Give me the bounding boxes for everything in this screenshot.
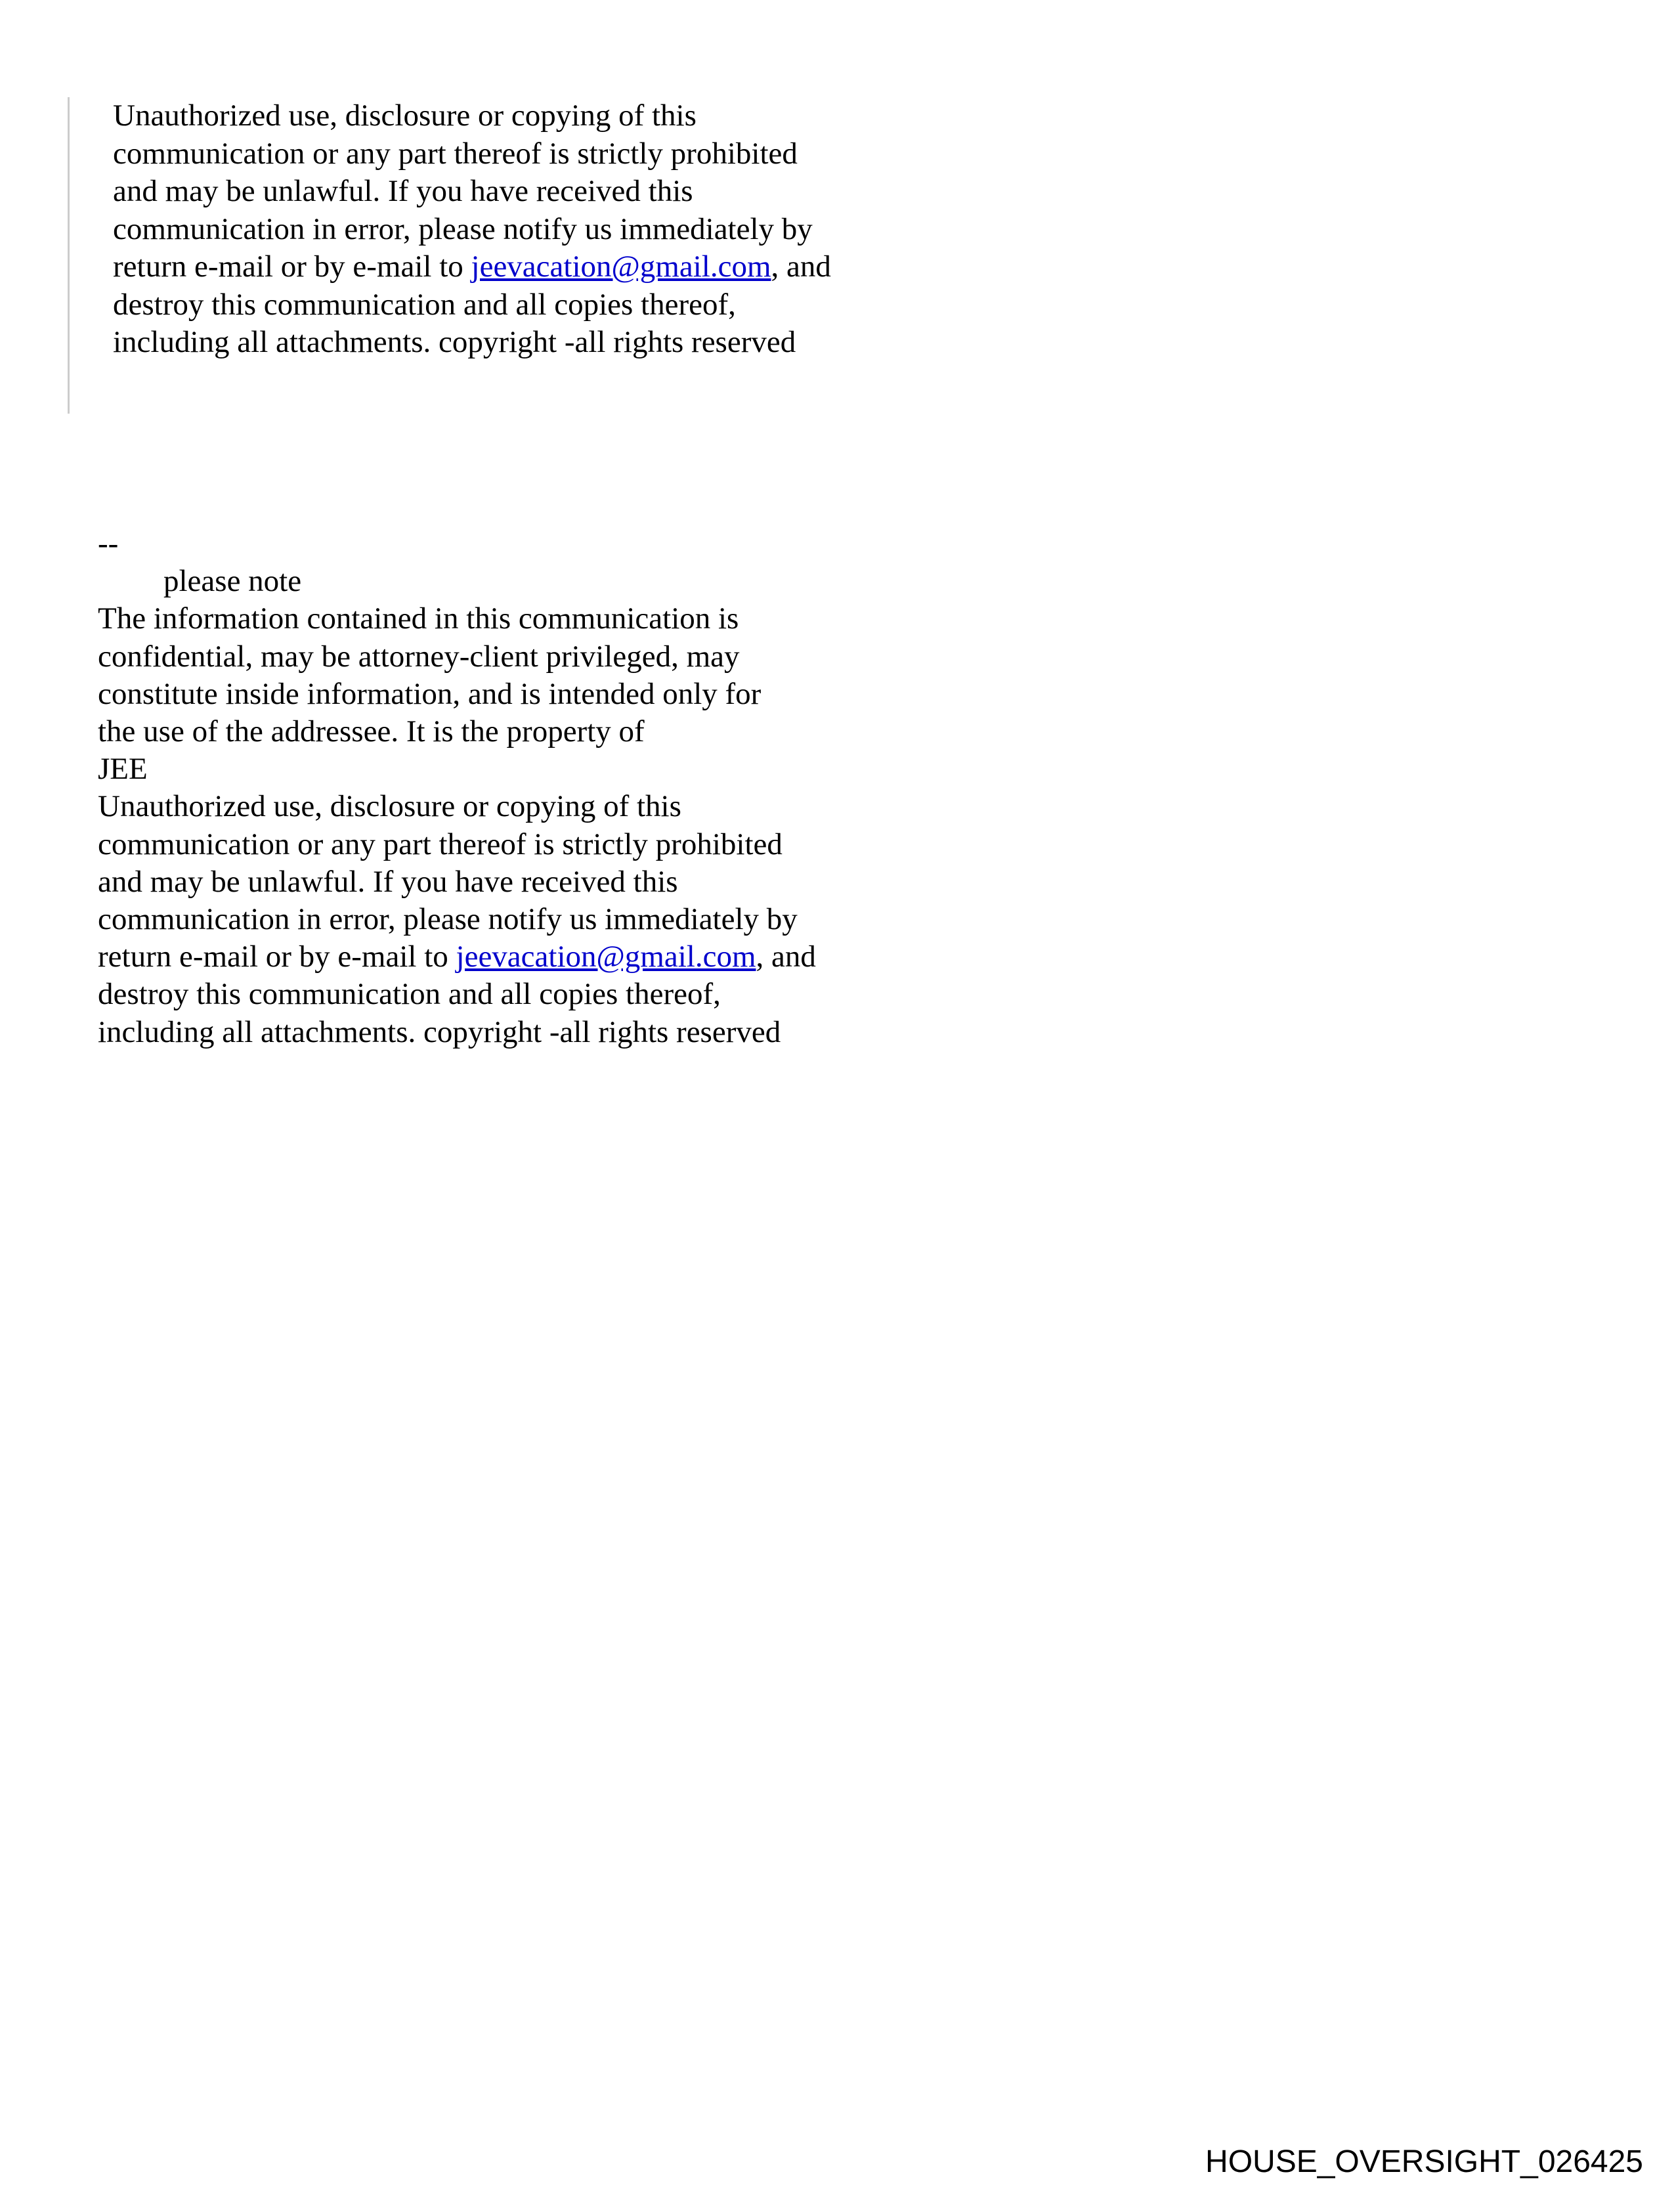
quoted-notice-line: communication in error, please notify us immediately by <box>113 211 813 246</box>
quoted-notice-text: return e-mail or by e-mail to <box>113 249 471 284</box>
confidentiality-line: constitute inside information, and is intended only for <box>98 676 762 711</box>
confidentiality-line: confidential, may be attorney-client privileged, may <box>98 639 740 674</box>
quoted-notice-line: Unauthorized use, disclosure or copying of this <box>113 98 697 133</box>
notice-line: and may be unlawful. If you have received this <box>98 864 678 899</box>
notice-line: communication or any part thereof is strictly prohibited <box>98 827 783 861</box>
notice-line: destroy this communication and all copies thereof, <box>98 977 721 1012</box>
quoted-confidentiality-notice <box>113 97 831 362</box>
notice-text: , and <box>756 940 816 974</box>
quoted-notice-line <box>113 248 831 286</box>
bates-number: HOUSE_OVERSIGHT_026425 <box>1205 2144 1643 2179</box>
please-note-heading: please note <box>163 564 302 599</box>
email-signature <box>98 525 816 1051</box>
owner-name: JEE <box>98 752 148 787</box>
signature-separator: -- <box>98 527 119 561</box>
notice-line <box>98 938 816 976</box>
notice-text: return e-mail or by e-mail to <box>98 940 456 974</box>
quoted-notice-line: communication or any part thereof is strictly prohibited <box>113 136 798 171</box>
quoted-notice-line: including all attachments. copyright -all rights reserved <box>113 325 796 359</box>
confidentiality-line: The information contained in this communication is <box>98 601 739 636</box>
quoted-email-link[interactable]: jeevacation@gmail.com <box>471 249 771 284</box>
quoted-reply-block <box>68 97 923 414</box>
quoted-notice-text: , and <box>771 249 831 284</box>
confidentiality-line: the use of the addressee. It is the property of <box>98 714 645 749</box>
notice-line: Unauthorized use, disclosure or copying of this <box>98 789 681 824</box>
notice-line: including all attachments. copyright -all rights reserved <box>98 1014 781 1049</box>
quoted-notice-line: and may be unlawful. If you have received this <box>113 174 693 208</box>
email-link[interactable]: jeevacation@gmail.com <box>456 940 756 974</box>
quoted-notice-line: destroy this communication and all copies thereof, <box>113 287 736 322</box>
notice-line: communication in error, please notify us immediately by <box>98 902 798 937</box>
